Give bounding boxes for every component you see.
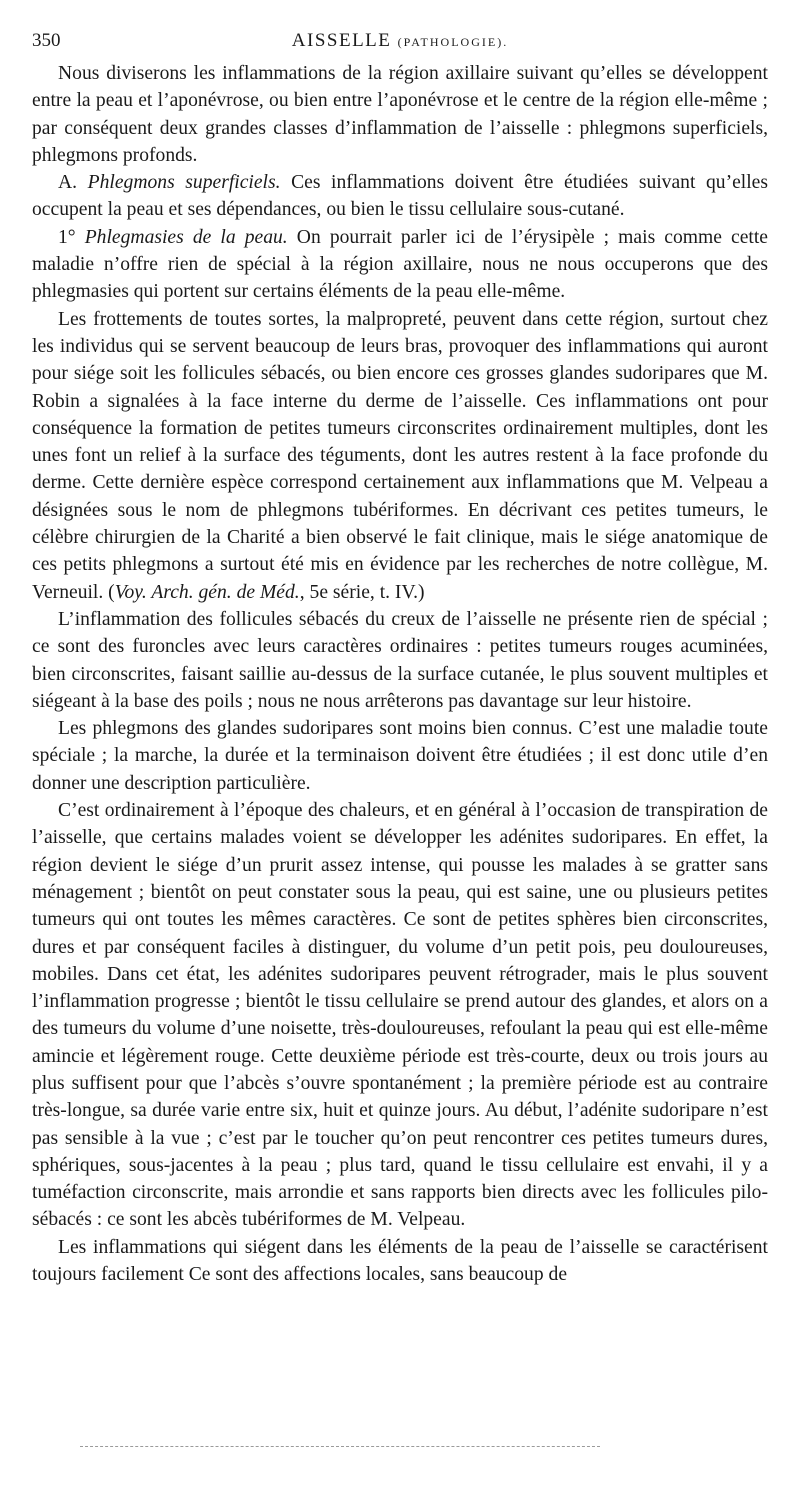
- paragraph-inflammations: [32, 1234, 768, 1289]
- running-title-sub: (PATHOLOGIE).: [397, 35, 509, 49]
- running-head: [32, 26, 768, 60]
- paragraph-follicules: [32, 606, 768, 715]
- paragraph-intro: [32, 60, 768, 169]
- paragraph-chaleurs: [32, 797, 768, 1234]
- page-number: 350: [32, 30, 61, 51]
- citation: Voy. Arch. gén. de Méd.: [114, 581, 300, 603]
- paragraph-text: L’inflammation des follicules sébacés du creux de l’aisselle ne présente rien de spécial ; ce sont des furoncles avec leurs caractères ordinaires : petites tumeurs rouges acuminées, bien circonscrites, faisant saillie au-dessus de la surface cutanée, le plus souvent multiples et siégeant à la base des poils ; nous ne nous arrêterons pas davantage sur leur histoire.: [32, 608, 768, 712]
- paragraph-text: Ces inflammations doivent être étudiées suivant qu’elles occupent la peau et ses dépendances, ou bien le tissu cellulaire sous-cutané.: [32, 172, 769, 221]
- running-title: [32, 30, 768, 52]
- body-text: [32, 60, 768, 1288]
- paragraph-text: C’est ordinairement à l’époque des chaleurs, et en général à l’occasion de transpiration de l’aisselle, que certains malades voient se développer les adénites sudoripares. En effet, la région devient le siége d’un prurit assez intense, qui pousse les malades à se gratter sans ménagement ; bientôt on peut constater sous la peau, qui est saine, une ou plusieurs petites tumeurs qui ont toutes les mêmes caractères. Ce sont de petites sphères bien circonscrites, dures et par conséquent faciles à distinguer, du volume d’un petit pois, peu douloureuses, mobiles. Dans cet état, les adénites sudoripares peuvent rétrograder, mais le plus souvent l’inflammation progresse ; bientôt le tissu cellulaire se prend autour des glandes, et alors on a des tumeurs du volume d’une noisette, très-douloureuses, refoulant la peau qui est elle-même amincie et légèrement rouge. Cette deuxième période est très-courte, deux ou trois jours au plus suffisent pour que l’abcès s’ouvre spontanément ; la première période est au contraire très-longue, sa durée varie entre six, huit et quinze jours. Au début, l’adénite sudoripare n’est pas sensible à la vue ; c’est par le toucher qu’on peut rencontrer ces petites tumeurs dures, sphériques, sous-jacentes à la peau ; plus tard, quand le tissu cellulaire est envahi, il y a tuméfaction circonscrite, mais arrondie et sans rapports bien directs avec les follicules pilo-sébacés : ce sont les abcès tubériformes de M. Velpeau.: [32, 800, 768, 1231]
- footer-rule: [80, 1446, 600, 1447]
- section-letter: A.: [58, 172, 78, 194]
- document-page: [32, 26, 768, 1288]
- citation-end: , 5e série, t. IV.): [299, 581, 425, 603]
- paragraph-text: Les phlegmons des glandes sudoripares sont moins bien connus. C’est une maladie toute spéciale ; la marche, la durée et la terminaison doivent être étudiées ; il est donc utile d’en donner une description particulière.: [32, 718, 768, 794]
- paragraph-text: On pourrait parler ici de l’érysipèle ; mais comme cette maladie n’offre rien de spécial à la région axillaire, nous ne nous occuperons que des phlegmasies qui portent sur certains éléments de la peau elle-même.: [32, 226, 768, 303]
- paragraph-glandes: [32, 715, 768, 797]
- section-title: Phlegmons superficiels.: [87, 172, 281, 194]
- running-title-main: AISSELLE: [291, 30, 392, 51]
- paragraph-text: Les frottements de toutes sortes, la malpropreté, peuvent dans cette région, surtout chez les individus qui se servent beaucoup de leurs bras, provoquer des inflammations qui auront pour siége soit les follicules sébacés, ou bien encore ces grosses glandes sudoripares que M. Robin a signalées à la face interne du derme de l’aisselle. Ces inflammations ont pour conséquence la formation de petites tumeurs circonscrites ordinairement multiples, dont les unes font un relief à la surface des téguments, dont les autres restent à la face profonde du derme. Cette dernière espèce correspond certainement aux inflammations que M. Velpeau a désignées sous le nom de phlegmons tubériformes. En décrivant ces petites tumeurs, le célèbre chirurgien de la Charité a bien observé le fait clinique, mais le siége anatomique de ces petits phlegmons a surtout été mis en évidence par les recherches de notre collègue, M. Verneuil. (: [32, 308, 768, 603]
- section-heading-superficial: [32, 169, 768, 224]
- subsection-heading-skin: [32, 224, 768, 306]
- subsection-title: Phlegmasies de la peau.: [84, 226, 288, 248]
- paragraph-text: Nous diviserons les inflammations de la région axillaire suivant qu’elles se développent entre la peau et l’aponévrose, ou bien entre l’aponévrose et le centre de la région elle-même ; par conséquent deux grandes classes d’inflammation de l’aisselle : phlegmons superficiels, phlegmons profonds.: [32, 63, 768, 166]
- paragraph-frottements: [32, 306, 768, 606]
- paragraph-text: Les inflammations qui siégent dans les éléments de la peau de l’aisselle se caractérisent toujours facilement Ce sont des affections locales, sans beaucoup de: [32, 1236, 768, 1286]
- subsection-number: 1°: [58, 226, 76, 248]
